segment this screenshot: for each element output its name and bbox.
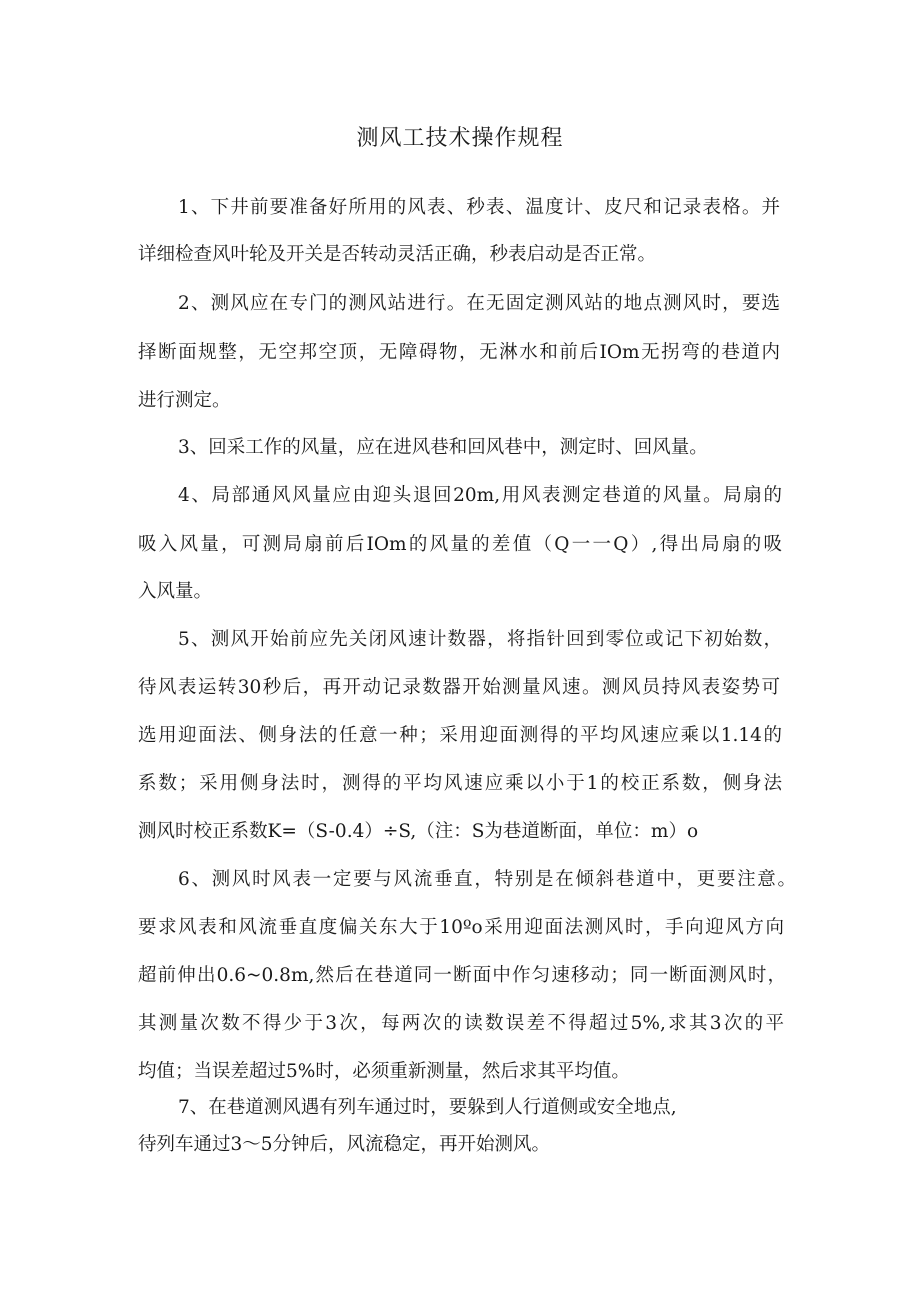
paragraph-2-line-2: 择断面规整，无空邦空顶，无障碍物，无淋水和前后IOm无拐弯的巷道内 (138, 342, 780, 363)
paragraph-1-line-2: 详细检查风叶轮及开关是否转动灵活正确，秒表启动是否正常。 (138, 244, 657, 265)
paragraph-4-line-2: 吸入风量，可测局扇前后IOm的风量的差值（Q一一Q）,得出局扇的吸 (138, 534, 782, 555)
paragraph-5-line-4: 系数；采用侧身法时，测得的平均风速应乘以小于1的校正系数，侧身法 (138, 773, 782, 794)
paragraph-6-line-5: 均值；当误差超过5%时，必须重新测量，然后求其平均值。 (138, 1061, 630, 1082)
paragraph-2-line-1: 2、测风应在专门的测风站进行。在无固定测风站的地点测风时，要选 (178, 293, 780, 314)
paragraph-5-line-2: 待风表运转30秒后，再开动记录数器开始测量风速。测风员持风表姿势可 (138, 677, 780, 698)
paragraph-6-line-2: 要求风表和风流垂直度偏关东大于10ºo采用迎面法测风时，手向迎风方向 (138, 917, 784, 938)
paragraph-6-line-1: 6、测风时风表一定要与风流垂直，特别是在倾斜巷道中，更要注意。 (178, 869, 796, 890)
paragraph-5-line-5: 测风时校正系数K=（S-0.4）÷S,（注：S为巷道断面，单位：m）o (138, 821, 699, 842)
paragraph-6-line-3: 超前伸出0.6~0.8m,然后在巷道同一断面中作匀速移动；同一断面测风时， (138, 965, 786, 986)
paragraph-5-line-1: 5、测风开始前应先关闭风速计数器，将指针回到零位或记下初始数， (178, 629, 782, 650)
paragraph-2-line-3: 进行测定。 (138, 390, 231, 411)
paragraph-4-line-3: 入风量。 (138, 581, 213, 602)
paragraph-6-line-4: 其测量次数不得少于3次，每两次的读数误差不得超过5%,求其3次的平 (138, 1013, 784, 1034)
document-title: 测风工技术操作规程 (356, 126, 564, 151)
paragraph-4-line-1: 4、局部通风风量应由迎头退回20m,用风表测定巷道的风量。局扇的 (178, 485, 782, 506)
paragraph-7-line-1: 7、在巷道测风遇有列车通过时，要躲到人行道侧或安全地点, (178, 1097, 677, 1118)
paragraph-5-line-3: 选用迎面法、侧身法的任意一种；采用迎面测得的平均风速应乘以1.14的 (138, 725, 782, 746)
paragraph-3-line-1: 3、回采工作的风量，应在进风巷和回风巷中，测定时、回风量。 (178, 437, 708, 458)
paragraph-7-line-2: 待列车通过3～5分钟后，风流稳定，再开始测风。 (138, 1134, 551, 1155)
paragraph-1-line-1: 1、下井前要准备好所用的风表、秒表、温度计、皮尺和记录表格。并 (178, 197, 780, 218)
